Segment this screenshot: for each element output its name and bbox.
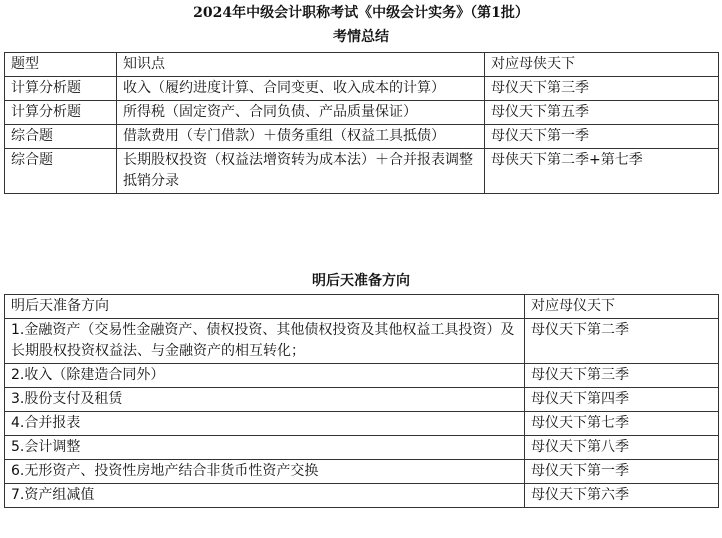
course-cell: 母仪天下第八季 — [525, 436, 719, 460]
section1-heading: 考情总结 — [333, 29, 389, 45]
preparation-direction-table — [4, 294, 719, 508]
table-row — [5, 388, 719, 412]
question-type-cell: 计算分析题 — [5, 77, 117, 101]
topic-cell: 6.无形资产、投资性房地产结合非货币性资产交换 — [5, 460, 525, 484]
topic-cell: 1.金融资产（交易性金融资产、债权投资、其他债权投资及其他权益工具投资）及长期股权投资权益法、与金融资产的相互转化； — [5, 319, 525, 364]
knowledge-point-cell: 收入（履约进度计算、合同变更、收入成本的计算） — [117, 77, 485, 101]
course-cell: 母仪天下第六季 — [525, 484, 719, 508]
topic-cell: 7.资产组减值 — [5, 484, 525, 508]
table-row — [5, 149, 719, 194]
exam-summary-table — [4, 52, 719, 194]
course-cell: 母仪天下第五季 — [485, 101, 719, 125]
course-cell: 母仪天下第七季 — [525, 412, 719, 436]
header-cell: 明后天准备方向 — [5, 295, 525, 319]
question-type-cell: 综合题 — [5, 125, 117, 149]
table-row — [5, 484, 719, 508]
table-row — [5, 319, 719, 364]
knowledge-point-cell: 所得税（固定资产、合同负债、产品质量保证） — [117, 101, 485, 125]
course-cell: 母仪天下第二季 — [525, 319, 719, 364]
question-type-cell: 综合题 — [5, 149, 117, 194]
header-cell: 对应母侠天下 — [485, 53, 719, 77]
course-cell: 母仪天下第一季 — [525, 460, 719, 484]
knowledge-point-cell: 长期股权投资（权益法增资转为成本法）＋合并报表调整抵销分录 — [117, 149, 485, 194]
table-row — [5, 77, 719, 101]
table-row — [5, 364, 719, 388]
table-row — [5, 101, 719, 125]
topic-cell: 5.会计调整 — [5, 436, 525, 460]
section2-heading: 明后天准备方向 — [312, 273, 410, 289]
topic-cell: 4.合并报表 — [5, 412, 525, 436]
knowledge-point-cell: 借款费用（专门借款）＋债务重组（权益工具抵债） — [117, 125, 485, 149]
course-cell: 母仪天下第四季 — [525, 388, 719, 412]
document-title: 2024年中级会计职称考试《中级会计实务》（第1批） — [193, 5, 529, 21]
topic-cell: 2.收入（除建造合同外） — [5, 364, 525, 388]
table-row — [5, 460, 719, 484]
table-header-row — [5, 295, 719, 319]
header-cell: 知识点 — [117, 53, 485, 77]
course-cell: 母仪天下第三季 — [525, 364, 719, 388]
header-cell: 题型 — [5, 53, 117, 77]
course-cell: 母侠天下第二季+第七季 — [485, 149, 719, 194]
table-row — [5, 436, 719, 460]
course-cell: 母仪天下第三季 — [485, 77, 719, 101]
header-cell: 对应母仪天下 — [525, 295, 719, 319]
table-row — [5, 125, 719, 149]
table-header-row — [5, 53, 719, 77]
question-type-cell: 计算分析题 — [5, 101, 117, 125]
table-row — [5, 412, 719, 436]
topic-cell: 3.股份支付及租赁 — [5, 388, 525, 412]
course-cell: 母仪天下第一季 — [485, 125, 719, 149]
